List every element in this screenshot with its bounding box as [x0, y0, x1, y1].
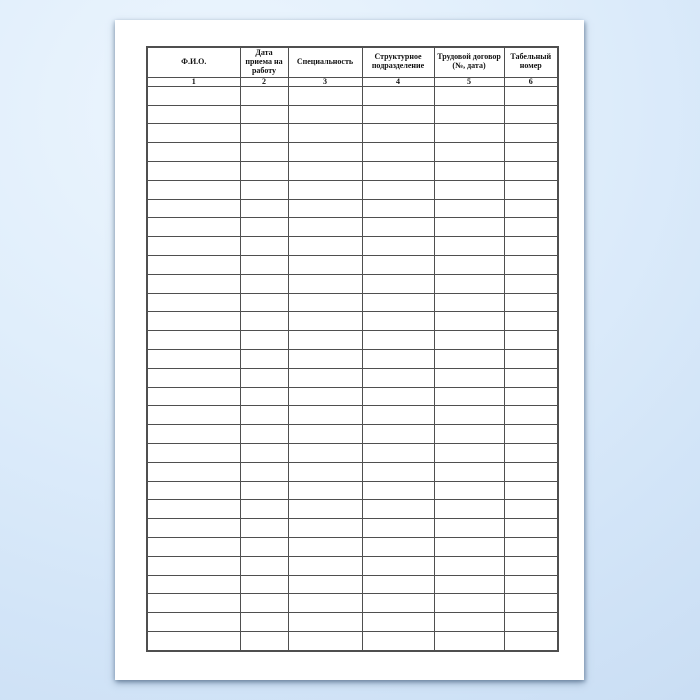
table-cell — [434, 368, 504, 387]
table-cell — [240, 594, 288, 613]
table-cell — [504, 105, 558, 124]
table-cell — [240, 631, 288, 650]
table-cell — [240, 406, 288, 425]
table-cell — [147, 594, 240, 613]
table-cell — [288, 180, 362, 199]
table-row — [147, 312, 558, 331]
table-row — [147, 350, 558, 369]
table-row — [147, 237, 558, 256]
column-number: 2 — [240, 77, 288, 86]
table-cell — [434, 462, 504, 481]
table-row — [147, 613, 558, 632]
table-cell — [147, 406, 240, 425]
table-cell — [434, 218, 504, 237]
table-cell — [147, 143, 240, 162]
table-cell — [504, 462, 558, 481]
table-cell — [434, 519, 504, 538]
header-row — [147, 47, 558, 77]
table-cell — [362, 331, 434, 350]
table-cell — [288, 481, 362, 500]
table-cell — [504, 143, 558, 162]
column-number-row — [147, 77, 558, 86]
column-header-department: Структурное подразделение — [362, 47, 434, 77]
table-row — [147, 462, 558, 481]
table-cell — [147, 162, 240, 181]
table-cell — [434, 331, 504, 350]
table-cell — [362, 444, 434, 463]
table-cell — [288, 519, 362, 538]
table-cell — [288, 387, 362, 406]
table-cell — [147, 368, 240, 387]
table-cell — [362, 312, 434, 331]
column-number: 4 — [362, 77, 434, 86]
table-cell — [240, 331, 288, 350]
table-body — [147, 86, 558, 650]
table-cell — [240, 350, 288, 369]
table-row — [147, 86, 558, 105]
table-cell — [362, 218, 434, 237]
table-cell — [434, 105, 504, 124]
table-cell — [240, 481, 288, 500]
table-row — [147, 406, 558, 425]
table-row — [147, 199, 558, 218]
column-header-personnel-number: Табельный номер — [504, 47, 558, 77]
table-cell — [434, 293, 504, 312]
table-cell — [362, 519, 434, 538]
table-row — [147, 218, 558, 237]
table-cell — [362, 462, 434, 481]
table-cell — [288, 199, 362, 218]
table-cell — [240, 218, 288, 237]
table-cell — [288, 86, 362, 105]
table-cell — [147, 387, 240, 406]
table-cell — [288, 556, 362, 575]
table-cell — [240, 500, 288, 519]
table-cell — [147, 218, 240, 237]
table-row — [147, 575, 558, 594]
table-cell — [240, 613, 288, 632]
table-cell — [147, 180, 240, 199]
table-row — [147, 500, 558, 519]
table-cell — [288, 218, 362, 237]
table-cell — [362, 86, 434, 105]
table-cell — [434, 143, 504, 162]
table-cell — [240, 86, 288, 105]
table-cell — [504, 594, 558, 613]
employee-register-table — [146, 46, 559, 652]
table-row — [147, 519, 558, 538]
column-number: 1 — [147, 77, 240, 86]
table-row — [147, 481, 558, 500]
table-cell — [362, 237, 434, 256]
table-cell — [434, 350, 504, 369]
table-cell — [504, 124, 558, 143]
table-cell — [288, 274, 362, 293]
table-cell — [240, 143, 288, 162]
table-cell — [504, 613, 558, 632]
table-cell — [147, 425, 240, 444]
table-cell — [147, 293, 240, 312]
table-cell — [504, 387, 558, 406]
table-cell — [362, 556, 434, 575]
table-cell — [147, 124, 240, 143]
table-cell — [504, 481, 558, 500]
table-cell — [240, 387, 288, 406]
table-cell — [504, 631, 558, 650]
table-cell — [362, 143, 434, 162]
table-cell — [434, 180, 504, 199]
table-cell — [240, 199, 288, 218]
table-cell — [362, 631, 434, 650]
table-cell — [147, 519, 240, 538]
table-cell — [288, 162, 362, 181]
table-cell — [504, 556, 558, 575]
table-cell — [504, 180, 558, 199]
table-cell — [147, 237, 240, 256]
table-cell — [288, 631, 362, 650]
table-cell — [240, 368, 288, 387]
table-cell — [288, 293, 362, 312]
table-cell — [240, 425, 288, 444]
table-cell — [504, 274, 558, 293]
table-row — [147, 331, 558, 350]
table-row — [147, 256, 558, 275]
table-cell — [362, 613, 434, 632]
table-cell — [240, 180, 288, 199]
table-cell — [147, 500, 240, 519]
table-cell — [147, 86, 240, 105]
table-cell — [434, 199, 504, 218]
table-cell — [504, 162, 558, 181]
table-cell — [288, 350, 362, 369]
table-cell — [288, 256, 362, 275]
table-cell — [288, 124, 362, 143]
table-cell — [240, 537, 288, 556]
table-cell — [504, 519, 558, 538]
table-cell — [288, 368, 362, 387]
table-cell — [288, 444, 362, 463]
table-cell — [362, 500, 434, 519]
table-cell — [504, 256, 558, 275]
column-header-specialty: Специальность — [288, 47, 362, 77]
table-cell — [147, 631, 240, 650]
table-cell — [240, 162, 288, 181]
table-cell — [147, 444, 240, 463]
table-cell — [240, 556, 288, 575]
table-cell — [504, 500, 558, 519]
table-cell — [504, 218, 558, 237]
table-cell — [434, 162, 504, 181]
table-cell — [362, 537, 434, 556]
table-cell — [434, 274, 504, 293]
column-number: 6 — [504, 77, 558, 86]
table-cell — [362, 293, 434, 312]
table-cell — [240, 312, 288, 331]
table-cell — [362, 274, 434, 293]
table-cell — [362, 481, 434, 500]
column-number: 5 — [434, 77, 504, 86]
table-cell — [147, 481, 240, 500]
table-row — [147, 425, 558, 444]
table-cell — [288, 594, 362, 613]
table-cell — [504, 331, 558, 350]
table-cell — [504, 537, 558, 556]
table-row — [147, 105, 558, 124]
table-cell — [147, 613, 240, 632]
table-cell — [504, 575, 558, 594]
table-cell — [147, 537, 240, 556]
table-cell — [147, 575, 240, 594]
table-cell — [434, 256, 504, 275]
table-cell — [147, 462, 240, 481]
table-cell — [240, 274, 288, 293]
column-header-hire-date: Дата приема на работу — [240, 47, 288, 77]
table-cell — [362, 594, 434, 613]
table-cell — [504, 425, 558, 444]
table-cell — [434, 86, 504, 105]
table-cell — [288, 331, 362, 350]
table-cell — [504, 293, 558, 312]
table-cell — [434, 537, 504, 556]
table-row — [147, 293, 558, 312]
table-cell — [240, 444, 288, 463]
table-row — [147, 594, 558, 613]
table-row — [147, 368, 558, 387]
table-cell — [434, 575, 504, 594]
table-cell — [504, 199, 558, 218]
column-number: 3 — [288, 77, 362, 86]
table-cell — [147, 312, 240, 331]
table-cell — [434, 613, 504, 632]
table-cell — [288, 462, 362, 481]
table-cell — [434, 425, 504, 444]
table-cell — [434, 312, 504, 331]
table-cell — [240, 124, 288, 143]
table-cell — [240, 293, 288, 312]
table-cell — [504, 406, 558, 425]
table-cell — [147, 350, 240, 369]
table-cell — [434, 444, 504, 463]
table-row — [147, 444, 558, 463]
table-row — [147, 631, 558, 650]
table-cell — [147, 199, 240, 218]
table-row — [147, 180, 558, 199]
table-cell — [434, 500, 504, 519]
table-cell — [240, 462, 288, 481]
table-cell — [504, 86, 558, 105]
table-cell — [147, 274, 240, 293]
column-header-fio: Ф.И.О. — [147, 47, 240, 77]
table-cell — [362, 575, 434, 594]
table-row — [147, 143, 558, 162]
table-cell — [362, 124, 434, 143]
table-cell — [362, 406, 434, 425]
table-cell — [240, 256, 288, 275]
table-cell — [147, 556, 240, 575]
table-cell — [434, 387, 504, 406]
table-cell — [434, 481, 504, 500]
table-cell — [288, 105, 362, 124]
table-row — [147, 387, 558, 406]
table-cell — [147, 105, 240, 124]
table-cell — [288, 237, 362, 256]
table-row — [147, 274, 558, 293]
table-cell — [362, 387, 434, 406]
table-cell — [288, 312, 362, 331]
table-cell — [504, 237, 558, 256]
table-cell — [362, 162, 434, 181]
table-row — [147, 162, 558, 181]
document-page — [115, 20, 584, 680]
table-cell — [504, 368, 558, 387]
table-cell — [288, 425, 362, 444]
table-cell — [288, 537, 362, 556]
table-cell — [434, 124, 504, 143]
table-cell — [362, 425, 434, 444]
table-cell — [434, 237, 504, 256]
table-cell — [288, 575, 362, 594]
table-cell — [504, 350, 558, 369]
table-cell — [240, 519, 288, 538]
table-cell — [147, 331, 240, 350]
table-cell — [434, 594, 504, 613]
table-cell — [362, 180, 434, 199]
table-cell — [434, 556, 504, 575]
table-cell — [288, 406, 362, 425]
table-cell — [362, 105, 434, 124]
table-cell — [240, 105, 288, 124]
table-cell — [362, 350, 434, 369]
table-cell — [434, 631, 504, 650]
table-cell — [240, 575, 288, 594]
table-row — [147, 556, 558, 575]
table-cell — [288, 500, 362, 519]
table-cell — [434, 406, 504, 425]
table-cell — [240, 237, 288, 256]
table-cell — [288, 143, 362, 162]
table-cell — [288, 613, 362, 632]
table-cell — [362, 199, 434, 218]
column-header-contract: Трудовой договор (№, дата) — [434, 47, 504, 77]
table-row — [147, 124, 558, 143]
table-cell — [504, 444, 558, 463]
table-cell — [362, 256, 434, 275]
table-cell — [147, 256, 240, 275]
table-cell — [362, 368, 434, 387]
table-cell — [504, 312, 558, 331]
table-row — [147, 537, 558, 556]
